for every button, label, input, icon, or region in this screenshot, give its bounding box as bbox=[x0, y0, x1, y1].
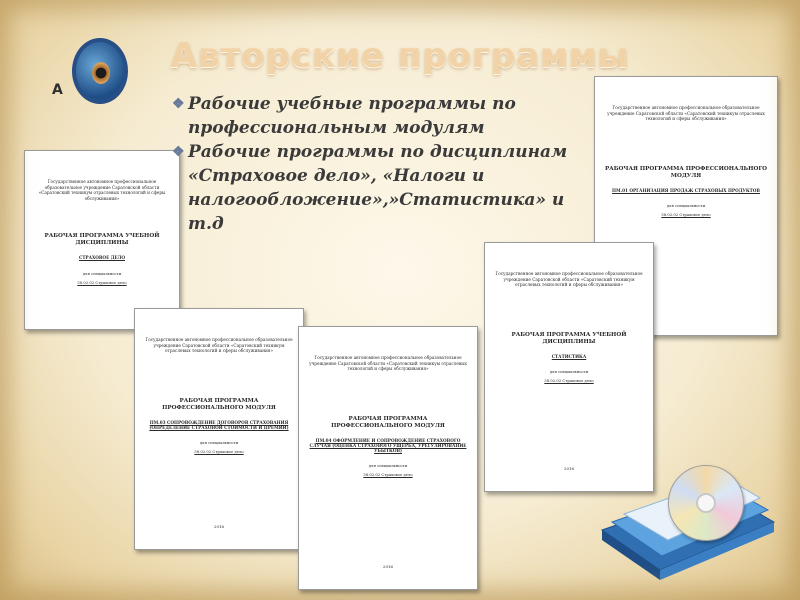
cd-disc-icon bbox=[668, 465, 744, 541]
slide-title: Авторские программы bbox=[170, 36, 630, 76]
cover-title: РАБОЧАЯ ПРОГРАММА ПРОФЕССИОНАЛЬНОГО МОДУЛЯ bbox=[604, 165, 768, 179]
cover-org: Государственное автономное профессиональное образовательное учреждение Саратовской области «Саратовский техникум отраслевых технологий и сферы обслуживания» bbox=[495, 271, 643, 288]
cover-spec: 38.02.02 Страховое дело bbox=[194, 449, 244, 455]
cover-line: для специальности bbox=[368, 463, 408, 469]
cover-year: 2016 bbox=[213, 524, 225, 529]
cover-line: для специальности bbox=[82, 270, 122, 276]
logo-letter: A bbox=[52, 82, 63, 98]
cover-spec: 38.02.02 Страховое дело bbox=[77, 279, 127, 285]
cover-year: 2016 bbox=[382, 564, 394, 569]
cover-org: Государственное автономное профессиональное образовательное учреждение Саратовской области «Саратовский техникум отраслевых технологий и сферы обслуживания» bbox=[309, 355, 467, 372]
cover-subtitle: ПМ.01 ОРГАНИЗАЦИЯ ПРОДАЖ СТРАХОВЫХ ПРОДУКТОВ bbox=[612, 187, 760, 193]
cover-org: Государственное автономное профессиональное образовательное учреждение Саратовской области «Саратовский техникум отраслевых технологий и сферы обслуживания» bbox=[38, 179, 166, 201]
cover-spec: 38.02.02 Страховое дело bbox=[544, 377, 594, 383]
document-cover bbox=[298, 326, 478, 590]
bullet-text: Рабочие учебные программы по профессиональным модулям bbox=[188, 94, 516, 138]
cover-subtitle: СТРАХОВОЕ ДЕЛО bbox=[78, 255, 125, 261]
diamond-bullet-icon: ❖ bbox=[172, 96, 185, 112]
cover-org: Государственное автономное профессиональное образовательное учреждение Саратовской области «Саратовский техникум отраслевых технологий и сферы обслуживания» bbox=[145, 337, 293, 354]
document-cover bbox=[134, 308, 304, 550]
cover-org: Государственное автономное профессиональное образовательное учреждение Саратовской области «Саратовский техникум отраслевых технологий и сферы обслуживания» bbox=[607, 105, 765, 122]
cover-line: для специальности bbox=[199, 440, 239, 446]
cover-subtitle: ПМ.03 СОПРОВОЖДЕНИЕ ДОГОВОРОВ СТРАХОВАНИЯ (ОПРЕДЕЛЕНИЕ СТРАХОВОЙ СТОИМОСТИ И ПРЕМИИ) bbox=[149, 419, 289, 430]
cover-title: РАБОЧАЯ ПРОГРАММА УЧЕБНОЙ ДИСЦИПЛИНЫ bbox=[511, 331, 627, 345]
bullet-item bbox=[172, 140, 572, 236]
cover-spec: 38.02.02 Страховое дело bbox=[661, 211, 711, 217]
bullet-text: Рабочие программы по дисциплинам «Страховое дело», «Налоги и налогообложение»,»Статистика» и т.д bbox=[188, 142, 568, 234]
cover-title: РАБОЧАЯ ПРОГРАММА УЧЕБНОЙ ДИСЦИПЛИНЫ bbox=[44, 233, 160, 247]
cover-subtitle: ПМ.04 ОФОРМЛЕНИЕ И СОПРОВОЖДЕНИЕ СТРАХОВОГО СЛУЧАЯ (ОЦЕНКА СТРАХОВОГО УЩЕРБА, УРЕГУЛИРОВАНИЕ УБЫТКОВ) bbox=[309, 437, 467, 454]
cd-hole bbox=[696, 493, 716, 513]
document-cover bbox=[24, 150, 180, 330]
cover-subtitle: СТАТИСТИКА bbox=[551, 353, 587, 359]
diamond-bullet-icon: ❖ bbox=[172, 144, 185, 160]
cover-year: 2016 bbox=[563, 466, 575, 471]
cover-line: для специальности bbox=[666, 202, 706, 208]
cover-title: РАБОЧАЯ ПРОГРАММА ПРОФЕССИОНАЛЬНОГО МОДУЛЯ bbox=[162, 397, 276, 411]
cover-title: РАБОЧАЯ ПРОГРАММА ПРОФЕССИОНАЛЬНОГО МОДУЛЯ bbox=[331, 415, 445, 429]
cover-spec: 38.02.02 Страховое дело bbox=[363, 472, 413, 478]
bullet-list bbox=[172, 92, 572, 236]
document-cover bbox=[484, 242, 654, 492]
bullet-item bbox=[172, 92, 572, 140]
cover-line: для специальности bbox=[549, 368, 589, 374]
